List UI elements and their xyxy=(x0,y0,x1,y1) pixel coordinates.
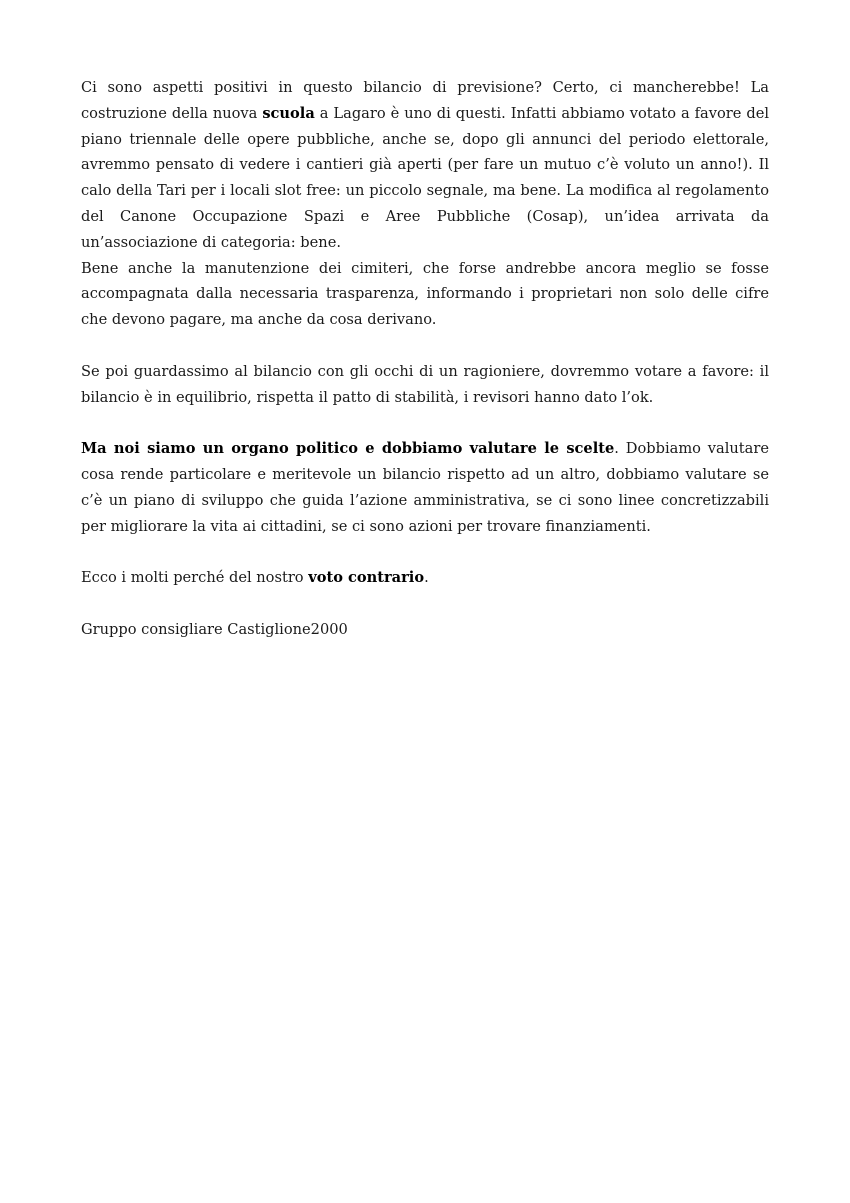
highlight-voto-contrario: voto contrario xyxy=(308,569,425,587)
paragraph-spacer xyxy=(81,410,769,436)
paragraph-spacer xyxy=(81,333,769,359)
text-segment: . xyxy=(424,569,429,587)
paragraph-cemeteries: Bene anche la manutenzione dei cimiteri, che forse andrebbe ancora meglio se fosse accompagnata dalla necessaria trasparenza, informando i proprietari non solo delle cifre che devono pagare, ma anche da cosa derivano. xyxy=(81,259,769,329)
paragraph-political-choices xyxy=(81,436,769,539)
paragraph-spacer xyxy=(81,539,769,565)
text-segment: . Dobbiamo valutare cosa rende particolare e meritevole un bilancio rispetto ad un altro, dobbiamo valutare se c’è un piano di sviluppo che guida l’azione amministrativa, se ci sono linee concretizzabili per migliorare la vita ai cittadini, se ci sono azioni per trovare finanziamenti. xyxy=(81,440,769,535)
paragraph-spacer xyxy=(81,591,769,617)
paragraph-vote xyxy=(81,565,769,591)
text-segment: a Lagaro è uno di questi. Infatti abbiamo votato a favore del piano triennale delle opere pubbliche, anche se, dopo gli annunci del periodo elettorale, avremmo pensato di vedere i cantieri già aperti (per fare un mutuo c’è voluto un anno!). Il calo della Tari per i locali slot free: un piccolo segnale, ma bene. La modifica al regolamento del Canone Occupazione Spazi e Aree Pubbliche (Cosap), un’idea arrivata da un’associazione di categoria: bene. xyxy=(81,104,769,251)
highlight-scuola: scuola xyxy=(262,104,315,122)
text-segment: Ecco i molti perché del nostro xyxy=(81,569,309,587)
signature-group: Gruppo consigliare Castiglione2000 xyxy=(81,620,348,638)
highlight-political-organ: Ma noi siamo un organo politico e dobbiamo valutare le scelte xyxy=(81,440,615,458)
document-body xyxy=(81,75,769,643)
paragraph-positive-aspects xyxy=(81,75,769,256)
paragraph-accountant-view: Se poi guardassimo al bilancio con gli occhi di un ragioniere, dovremmo votare a favore: il bilancio è in equilibrio, rispetta il patto di stabilità, i revisori hanno dato l’ok. xyxy=(81,362,769,406)
text-segment: Ci sono aspetti positivi in questo bilancio di previsione? Certo, ci mancherebbe! La costruzione della nuova xyxy=(81,79,769,122)
